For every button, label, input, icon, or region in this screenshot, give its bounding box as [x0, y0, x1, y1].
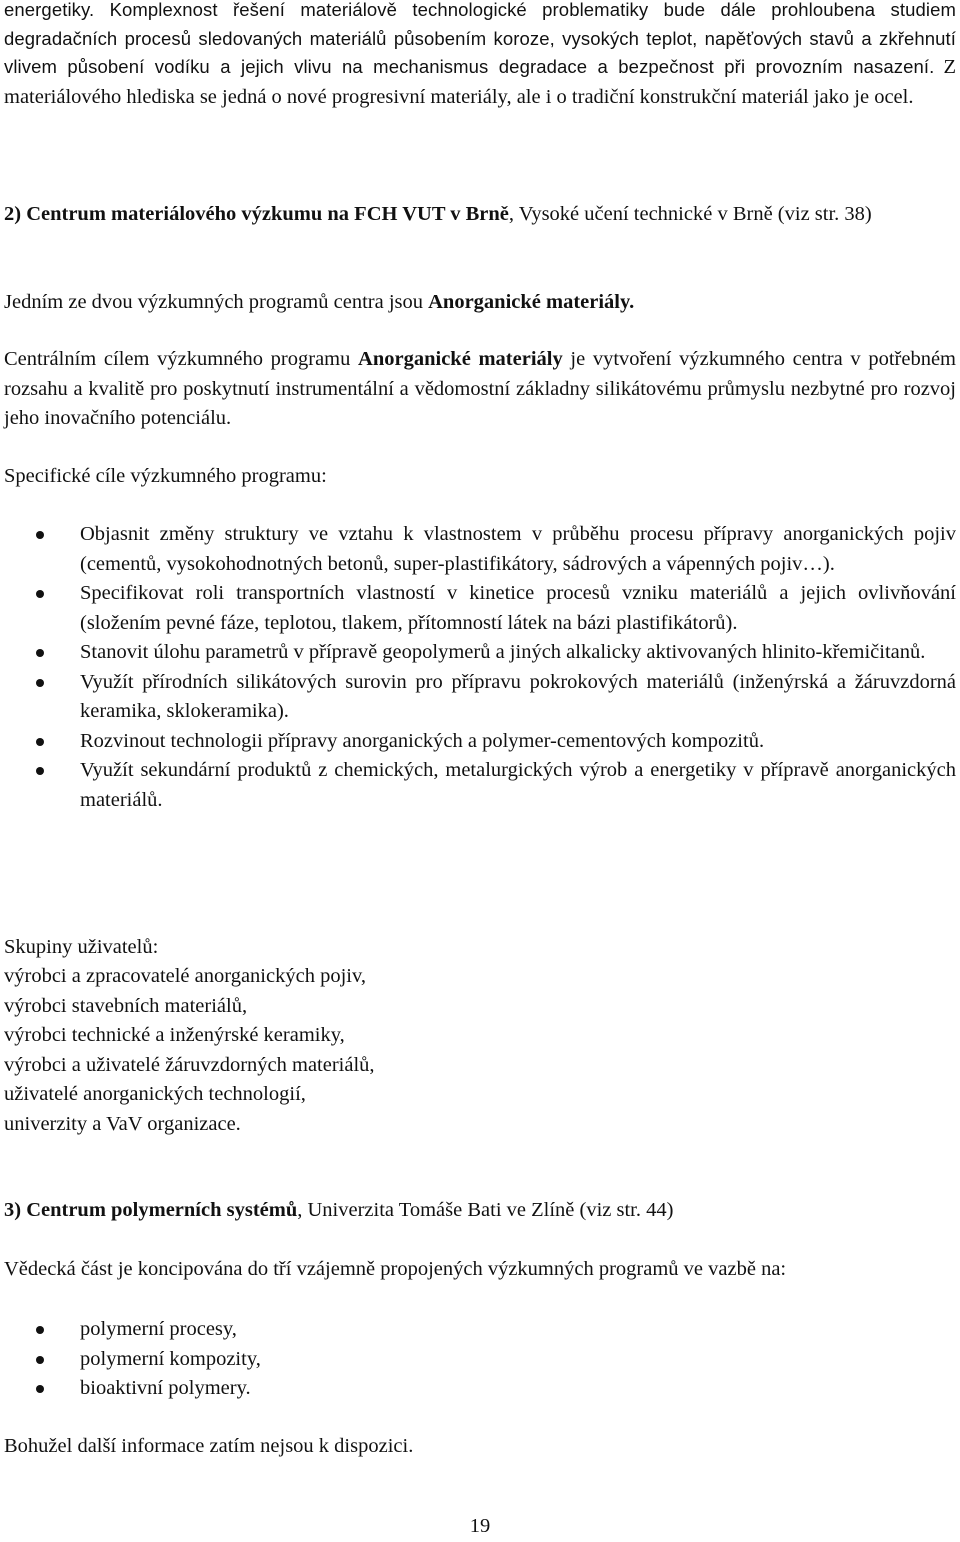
intro-paragraph [4, 0, 956, 112]
list-item [0, 638, 956, 668]
section2-programs [4, 288, 956, 318]
goal-text: Využít sekundární produktů z chemických, metalurgických výrob a energetiky v přípravě anorganických materiálů. [80, 759, 956, 811]
section2-programs-prefix: Jedním ze dvou výzkumných programů centra jsou [4, 291, 429, 313]
section2-specific-label: Specifické cíle výzkumného programu: [4, 465, 327, 487]
list-item: výrobci stavebních materiálů, [4, 994, 248, 1017]
bullet-icon [36, 679, 44, 687]
section2-goal-prefix: Centrálním cílem výzkumného programu [4, 348, 359, 370]
goal-text: Specifikovat roli transportních vlastností v kinetice procesů vzniku materiálů a jejich ovlivňování (složením pevné fáze, teplotou, tlakem, přítomností látek na bázi plastifikátorů). [80, 582, 956, 634]
intro-text-sans: energetiky. Komplexnost řešení materiálově technologické problematiky bude dále prohloubena studiem degradačních procesů sledovaných materiálů působením koroze, vysokých teplot, napěťových stavů a zkřehnutí vlivem působení vodíku a jejich vlivu na mechanismus degradace a bezpečnost při provozním nasazení. [4, 0, 956, 77]
section3-science-text: Vědecká část je koncipována do tří vzájemně propojených výzkumných programů ve vazbě na: [4, 1258, 787, 1280]
section2-programs-bold: Anorganické materiály. [428, 291, 635, 313]
section2-users-label: Skupiny uživatelů: [4, 936, 159, 958]
list-item [0, 727, 956, 757]
page-number: 19 [469, 1515, 491, 1537]
program-text: polymerní kompozity, [80, 1347, 261, 1370]
list-item [0, 1345, 956, 1375]
intro-text-serif: Z materiálového hlediska se jedná o nové progresivní materiály, ale i o tradiční konstrukční materiál jako je ocel. [4, 56, 957, 108]
bullet-icon [36, 767, 44, 775]
list-item [0, 668, 956, 727]
list-item: výrobci a zpracovatelé anorganických pojiv, [4, 965, 367, 987]
goal-text: Využít přírodních silikátových surovin pro přípravu pokrokových materiálů (inženýrská a žáruvzdorná keramika, sklokeramika). [80, 670, 956, 722]
list-item: výrobci technické a inženýrské keramiky, [4, 1024, 345, 1046]
section2-goals-list [0, 520, 956, 815]
section2-goal-bold: Anorganické materiály [358, 348, 563, 370]
goal-text: Objasnit změny struktury ve vztahu k vlastnostem v průběhu procesu přípravy anorganických pojiv (cementů, vysokohodnotných betonů, super-plastifikátory, sádrových a vápenných pojiv…). [80, 523, 956, 575]
section3-note: Bohužel další informace zatím nejsou k dispozici. [4, 1435, 414, 1457]
list-item [0, 1315, 956, 1345]
section2-title: 2) Centrum materiálového výzkumu na FCH VUT v Brně [4, 203, 509, 225]
program-text: bioaktivní polymery. [80, 1377, 251, 1399]
list-item: výrobci a uživatelé žáruvzdorných materiálů, [4, 1053, 375, 1076]
section2-users-list [4, 962, 956, 1139]
bullet-icon [36, 531, 44, 539]
bullet-icon [36, 1385, 44, 1393]
goal-text: Rozvinout technologii přípravy anorganických a polymer-cementových kompozitů. [80, 729, 765, 752]
list-item [0, 1374, 956, 1404]
program-text: polymerní procesy, [80, 1318, 237, 1340]
bullet-icon [36, 738, 44, 746]
list-item: univerzity a VaV organizace. [4, 1112, 241, 1135]
bullet-icon [36, 649, 44, 657]
list-item [0, 520, 956, 579]
list-item [0, 756, 956, 815]
list-item: uživatelé anorganických technologií, [4, 1083, 306, 1105]
goal-text: Stanovit úlohu parametrů v přípravě geopolymerů a jiných alkalicky aktivovaných hlinito-křemičitanů. [80, 641, 926, 663]
bullet-icon [36, 590, 44, 598]
section3-heading [4, 1196, 956, 1226]
list-item [0, 579, 956, 638]
section2-goal-paragraph [4, 345, 956, 434]
section3-title: 3) Centrum polymerních systémů [4, 1199, 298, 1221]
section2-institution: , Vysoké učení technické v Brně (viz str. 38) [508, 203, 872, 225]
bullet-icon [36, 1356, 44, 1364]
section2-goal-rest: je vytvoření výzkumného centra v potřebném rozsahu a kvalitě pro poskytnutí instrumentální a vědomostní základny silikátovému průmyslu nezbytné pro rozvoj jeho inovačního potenciálu. [4, 348, 956, 429]
bullet-icon [36, 1326, 44, 1334]
section2-heading [4, 200, 956, 230]
section3-programs-list [0, 1315, 956, 1404]
section3-institution: , Univerzita Tomáše Bati ve Zlíně (viz str. 44) [297, 1199, 674, 1221]
